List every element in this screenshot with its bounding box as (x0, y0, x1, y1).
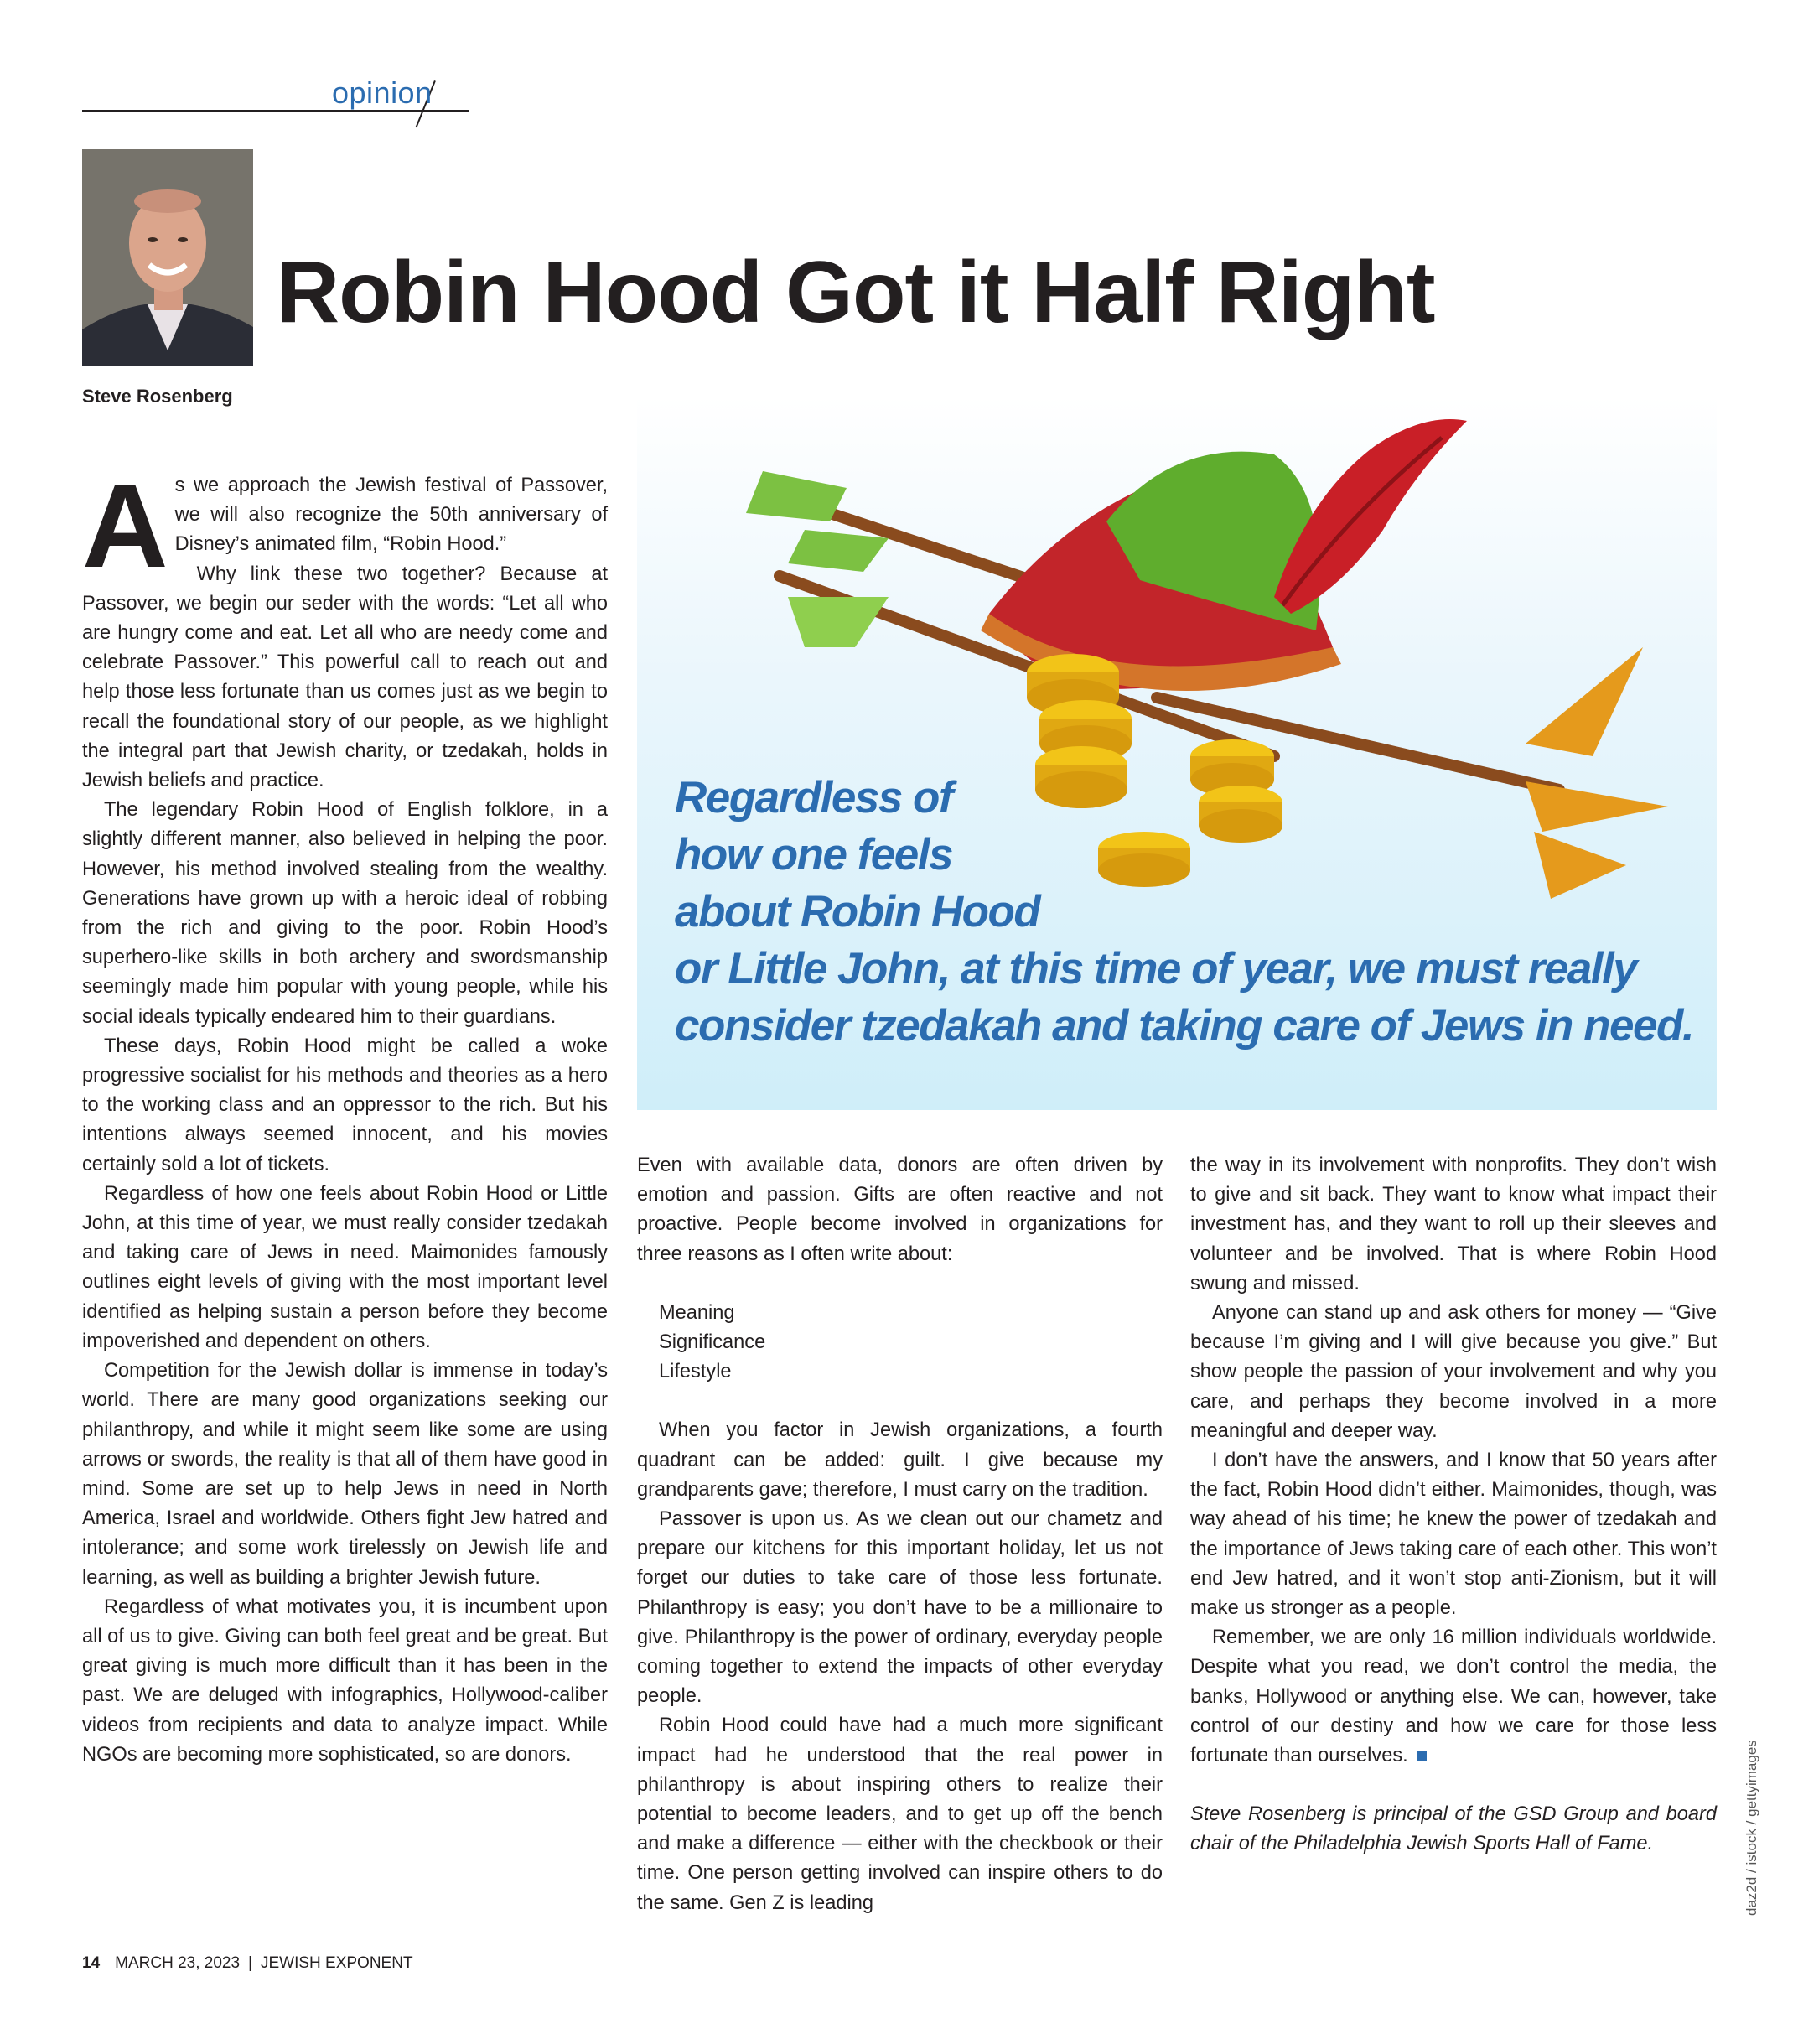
pull-quote-line: or Little John, at this time of year, we must really (675, 944, 1637, 993)
article-column-2 (637, 1151, 1163, 1918)
end-mark-icon (1417, 1751, 1427, 1761)
publication-name: JEWISH EXPONENT (260, 1954, 413, 1972)
article-paragraph: I don’t have the answers, and I know that 50 years after the fact, Robin Hood didn’t either. Maimonides, though, was way ahead of his time; he knew the power of tzedakah and the importance of Jews taking care of each other. This won’t end Jew hatred, and it won’t stop anti-Zionism, but it will make us stronger as a people. (1190, 1450, 1717, 1620)
author-bio: Steve Rosenberg is principal of the GSD Group and board chair of the Philadelphia Jewish Sports Hall of Fame. (1190, 1803, 1717, 1855)
article-paragraph: Regardless of how one feels about Robin Hood or Little John, at this time of year, we must really consider tzedakah and taking care of Jews in need. Maimonides famously outlines eight levels of giving with the most important level identified as helping sustain a person before they become impoverished and dependent on others. (82, 1182, 608, 1352)
article-paragraph: Competition for the Jewish dollar is immense in today’s world. There are many good organizations seeking our philanthropy, and while it might seem like some are using arrows or swords, the reality is that all of them have good in mind. Some are set up to help Jews in need in North America, Israel and worldwide. Others fight Jew hatred and intolerance; and some work tirelessly on Jewish life and learning, as well as building a brighter Jewish future. (82, 1360, 608, 1589)
article-paragraph: Robin Hood could have had a much more significant impact had he understood that the real power in philanthropy is about inspiring others to realize their potential to become leaders, and to get up off the bench and make a difference — either with the checkbook or their time. One person getting involved can inspire others to do the same. Gen Z is leading (637, 1715, 1163, 1914)
folio-separator: | (248, 1954, 252, 1972)
article-paragraph: Why link these two together? Because at Passover, we begin our seder with the words: “Let all who are hungry come and eat. Let all who are needy come and celebrate Passover.” This powerful call to reach out and help those less fortunate than us comes just as we begin to recall the foundational story of our people, as we highlight the integral part that Jewish charity, or tzedakah, holds in Jewish beliefs and practice. (82, 563, 608, 792)
article-column-3 (1190, 1151, 1717, 1860)
article-paragraph: As we approach the Jewish festival of Passover, we will also recognize the 50th anniversary of Disney’s animated film, “Robin Hood.” (82, 459, 608, 593)
pull-quote-line: consider tzedakah and taking care of Jews in need. (675, 1001, 1694, 1051)
article-column-1 (82, 459, 608, 1770)
byline: Steve Rosenberg (82, 386, 233, 407)
drop-cap: A (82, 459, 168, 593)
article-paragraph: Anyone can stand up and ask others for money — “Give because I’m giving and I will give because you give.” But show people the passion of your involvement and why you care, and perhaps they become involved in a more meaningful and deeper way. (1190, 1302, 1717, 1442)
article-paragraph: When you factor in Jewish organizations, a fourth quadrant can be added: guilt. I give because my grandparents gave; therefore, I must carry on the tradition. (637, 1419, 1163, 1501)
list-item: Meaning (659, 1301, 735, 1324)
page-folio (82, 1954, 413, 1973)
reasons-list (659, 1299, 1163, 1388)
pull-quote-line: Regardless of (675, 773, 953, 822)
article-paragraph: Even with available data, donors are often driven by emotion and passion. Gifts are often reactive and not proactive. People become involved in organizations for three reasons as I often write about: (637, 1154, 1163, 1265)
article-paragraph: Passover is upon us. As we clean out our chametz and prepare our kitchens for this important holiday, let us not forget our duties to take care of those less fortunate. Philanthropy is easy; you don’t have to be a millionaire to give. Philanthropy is the power of ordinary, everyday people coming together to extend the impacts of other everyday people. (637, 1508, 1163, 1708)
list-item: Lifestyle (659, 1361, 732, 1383)
photo-credit: daz2d / istock / gettyimages (1744, 1740, 1759, 1916)
author-headshot (82, 149, 253, 366)
article-paragraph: the way in its involvement with nonprofits. They don’t wish to give and sit back. They want to know what impact their investment has, and they want to roll up their sleeves and volunteer and be involved. That is where Robin Hood swung and missed. (1190, 1154, 1717, 1294)
pull-quote-line: about Robin Hood (675, 887, 1040, 936)
section-label: opinion (332, 75, 433, 110)
list-item: Significance (659, 1331, 766, 1354)
pull-quote-line: how one feels (675, 830, 952, 879)
headline: Robin Hood Got it Half Right (277, 244, 1435, 341)
article-paragraph: Remember, we are only 16 million individuals worldwide. Despite what you read, we don’t control the media, the banks, Hollywood or anything else. We can, however, take control of our destiny and how we care for those less fortunate than ourselves. (1190, 1626, 1717, 1767)
article-paragraph: Regardless of what motivates you, it is incumbent upon all of us to give. Giving can both feel great and be great. But great giving is much more difficult than it has been in the past. We are deluged with infographics, Hollywood-caliber videos from recipients and data to analyze impact. While NGOs are becoming more sophisticated, so are donors. (82, 1595, 608, 1766)
pull-quote (675, 770, 1694, 1055)
page-number: 14 (82, 1954, 101, 1972)
issue-date: MARCH 23, 2023 (115, 1954, 241, 1972)
article-paragraph: The legendary Robin Hood of English folklore, in a slightly different manner, also believed in helping the poor. However, his method involved stealing from the wealthy. Generations have grown up with a heroic ideal of robbing from the rich and giving to the poor. Robin Hood’s superhero-like skills in both archery and swordsmanship seemingly made him popular with young people, while his social ideals typically endeared him to their guardians. (82, 799, 608, 1028)
article-paragraph: These days, Robin Hood might be called a woke progressive socialist for his methods and theories as a hero to the working class and an oppressor to the rich. But his intentions always seemed innocent, and his movies certainly sold a lot of tickets. (82, 1035, 608, 1175)
